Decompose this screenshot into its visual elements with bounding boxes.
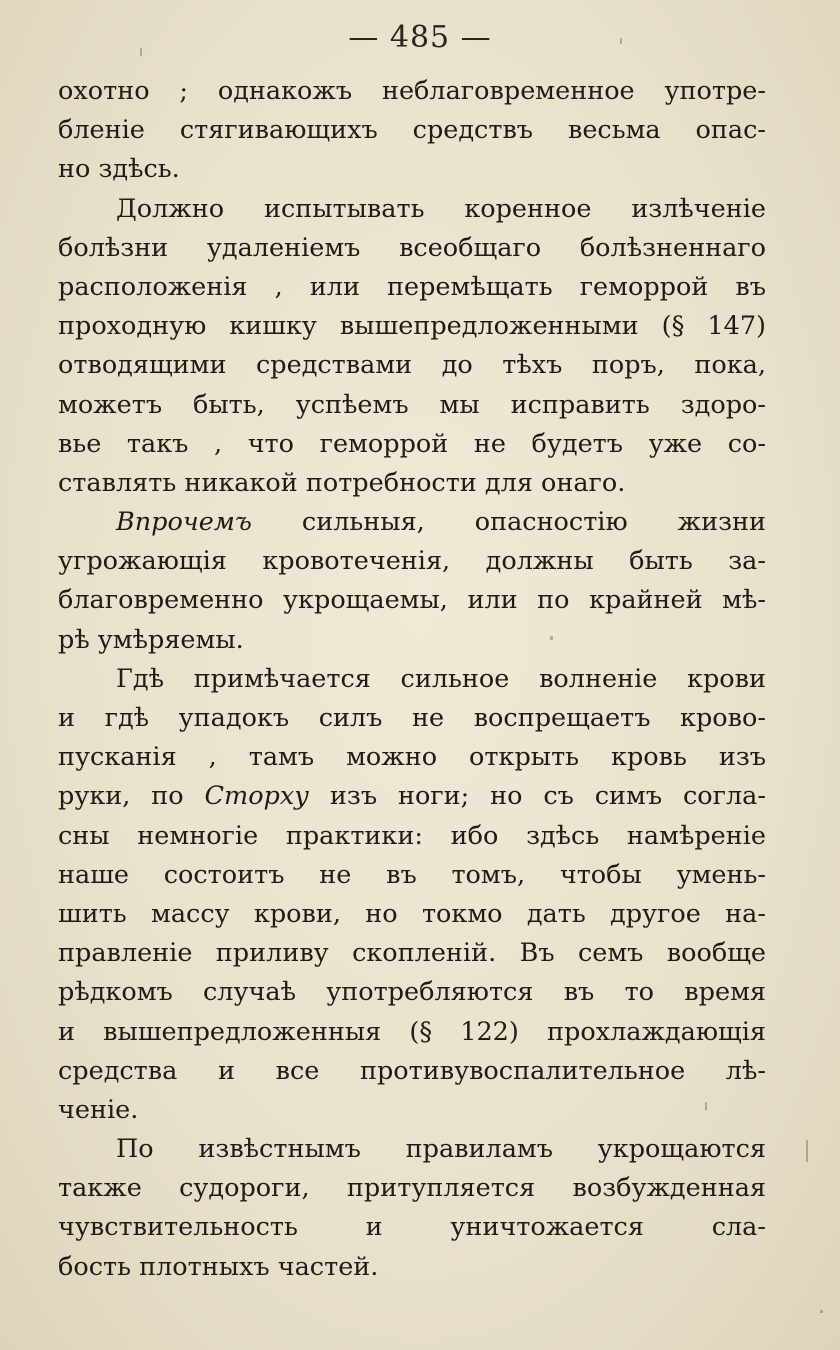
italic-word: Впрочемъ	[116, 507, 252, 538]
text-line: угрожающія кровотеченія, должны быть за-	[58, 546, 766, 577]
paper-speck	[550, 636, 553, 640]
text-line: и вышепредложенныя (§ 122) прохлаждающія	[58, 1016, 766, 1047]
text-line: благовременно укрощаемы, или по крайней мѣ-	[58, 585, 766, 616]
text-line: Должно испытывать коренное излѣченіе	[116, 193, 766, 224]
text-line: охотно ; однакожъ неблаговременное употре-	[58, 76, 766, 106]
text-line: отводящими средствами до тѣхъ поръ, пока,	[58, 350, 766, 381]
text-line: правленіе приливу скопленій. Въ семъ вообще	[58, 938, 766, 969]
text-line: чувствительность и уничтожается сла-	[58, 1212, 766, 1243]
italic-name: Сторху	[204, 781, 310, 812]
text-line: расположенія , или перемѣщать геморрой въ	[58, 271, 766, 302]
text-line: проходную кишку вышепредложенными (§ 147)	[58, 311, 766, 342]
text-fragment: сильныя, опасностію жизни	[251, 507, 766, 538]
text-line: сны немногіе практики: ибо здѣсь намѣреніе	[58, 820, 766, 851]
text-line: и гдѣ упадокъ силъ не воспрещаетъ крово-	[58, 703, 766, 733]
text-line: шить массу крови, но токмо дать другое на-	[58, 898, 766, 929]
text-line: болѣзни удаленіемъ всеобщаго болѣзненнаго	[58, 232, 766, 263]
text-line: но здѣсь.	[58, 154, 180, 185]
text-line: вье такъ , что геморрой не будетъ уже со-	[58, 428, 766, 459]
text-fragment: изъ ноги; но съ симъ согла-	[309, 781, 766, 812]
text-line: средства и все противувоспалительное лѣ-	[58, 1055, 766, 1086]
text-line: Гдѣ примѣчается сильное волненіе крови	[116, 663, 766, 694]
text-line: ставлять никакой потребности для онаго.	[58, 467, 626, 498]
text-line: наше состоитъ не въ томъ, чтобы умень-	[58, 859, 766, 890]
text-line: бленіе стягивающихъ средствъ весьма опас-	[58, 115, 766, 146]
text-line: бость плотныхъ частей.	[58, 1251, 379, 1282]
text-line: рѣдкомъ случаѣ употребляются въ то время	[58, 977, 766, 1008]
text-line: ченіе.	[58, 1094, 139, 1125]
paper-speck	[705, 1102, 707, 1110]
text-line	[58, 503, 766, 542]
text-line: пусканія , тамъ можно открыть кровь изъ	[58, 742, 766, 773]
text-fragment: руки, по	[58, 781, 205, 812]
text-line: рѣ умѣряемы.	[58, 624, 244, 655]
body-text	[58, 72, 766, 1287]
text-line	[58, 777, 766, 816]
paper-speck	[820, 1310, 823, 1313]
paper-speck	[140, 48, 142, 56]
text-line: также судороги, притупляется возбужденная	[58, 1173, 766, 1204]
text-line: По извѣстнымъ правиламъ укрощаются	[116, 1134, 766, 1165]
paper-speck	[620, 38, 622, 44]
text-line: можетъ быть, успѣемъ мы исправить здоро-	[58, 389, 766, 420]
paper-speck	[806, 1140, 808, 1162]
page-number: — 485 —	[348, 20, 492, 55]
